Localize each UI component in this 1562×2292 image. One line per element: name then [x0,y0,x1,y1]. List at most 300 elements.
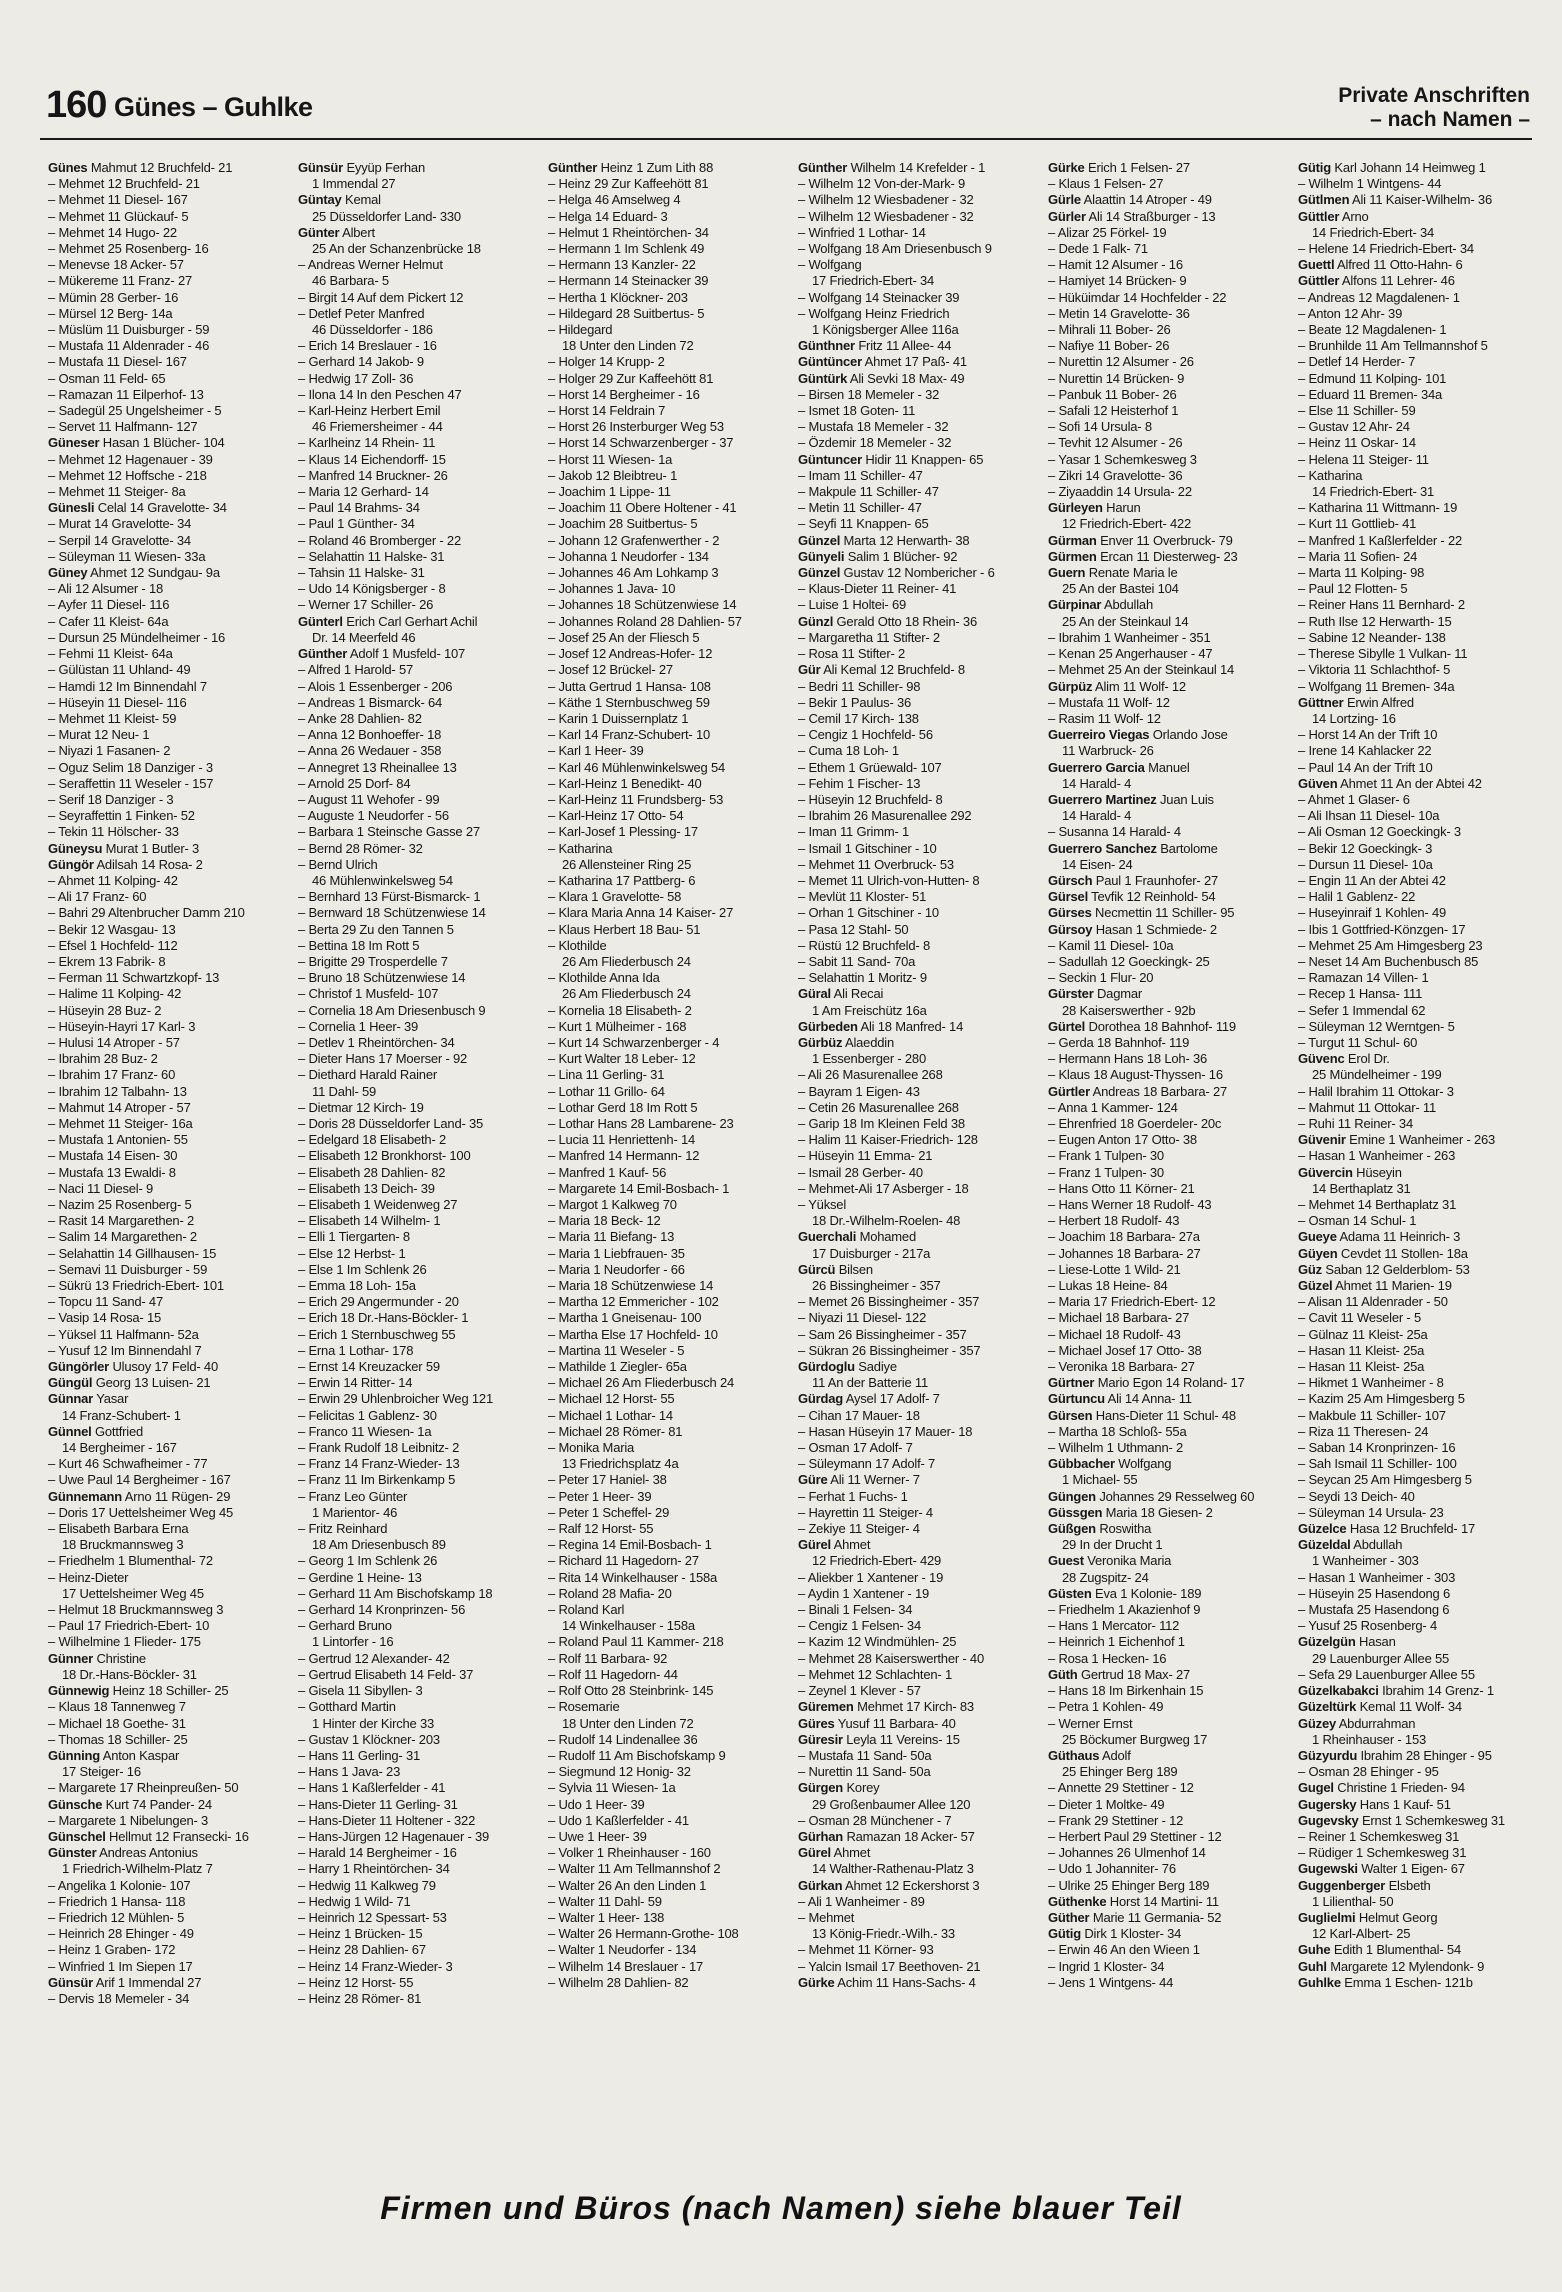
directory-entry: – Cihan 17 Mauer- 18 [798,1407,920,1423]
directory-entry: – Alizar 25 Förkel- 19 [1048,224,1167,240]
directory-entry [1298,160,1538,176]
directory-entry [1048,1084,1288,1100]
directory-entry: – Angelika 1 Kolonie- 107 [48,1877,191,1893]
directory-entry [1048,679,1288,695]
directory-entry: – Maria 11 Sofien- 24 [1298,548,1418,564]
directory-entry: – Mehmet 25 Am Himgesberg 23 [1298,937,1483,953]
directory-entry: – Nurettin 12 Alsumer - 26 [1048,354,1194,370]
directory-entry: – Paul 14 An der Trift 10 [1298,759,1433,775]
directory-entry: – Lothar Gerd 18 Im Rott 5 [548,1099,698,1115]
directory-entry: – Klaus 18 August-Thyssen- 16 [1048,1067,1223,1083]
entry-details: Hasan 1 Blücher- 104 [99,435,225,451]
directory-entry: – Ruth Ilse 12 Herwarth- 15 [1298,613,1452,629]
directory-entry: – Monika Maria [548,1440,635,1456]
directory-entry [548,160,788,176]
directory-entry: – Roland 46 Bromberger - 22 [298,532,461,548]
entry-details: Yusuf 11 Barbara- 40 [834,1715,956,1731]
entry-details: Ahmet [830,1845,871,1861]
directory-entry: – Regina 14 Emil-Bosbach- 1 [548,1537,712,1553]
directory-entry: – Mehmet 25 An der Steinkaul 14 [1048,662,1235,678]
entry-details: Erwin Alfred [1343,694,1414,710]
directory-entry [1048,1667,1288,1683]
directory-entry: – Winfried 1 Im Siepen 17 [48,1958,193,1974]
entry-details: Gustav 12 Nombericher - 6 [840,565,995,581]
surname: Günesli [48,500,95,516]
directory-entry [1048,1910,1288,1926]
directory-entry [1048,889,1288,905]
entry-details: Helmut Georg [1355,1909,1438,1925]
directory-entry [798,986,1038,1002]
directory-entry: – Alfred 1 Harold- 57 [298,662,414,678]
directory-entry: – Maria 18 Schützenwiese 14 [548,1278,714,1294]
surname: Güttler [1298,273,1340,289]
directory-entry: – Gustav 1 Klöckner- 203 [298,1731,440,1747]
directory-entry [1048,209,1288,225]
directory-entry: – Ali 17 Franz- 60 [48,889,147,905]
directory-entry: – Bekir 1 Paulus- 36 [798,694,912,710]
directory-entry: – Ismet 18 Goten- 11 [798,403,916,419]
section-title [1338,84,1530,132]
directory-entry [48,1683,288,1699]
directory-entry [798,338,1038,354]
directory-entry: – Birsen 18 Memeler - 32 [798,386,940,402]
entry-details: Andreas 18 Barbara- 27 [1089,1083,1228,1099]
directory-entry [1298,1959,1538,1975]
entry-details: Kemal [341,192,381,208]
directory-entry: – Garip 18 Im Kleinen Feld 38 [798,1115,965,1131]
directory-entry: – Klaus-Dieter 11 Reiner- 41 [798,581,957,597]
directory-entry [298,646,538,662]
directory-entry: – Sofi 14 Ursula- 8 [1048,419,1152,435]
directory-entry: – Hedwig 11 Kalkweg 79 [298,1877,436,1893]
directory-entry: – Karlheinz 14 Rhein- 11 [298,435,436,451]
entry-details: Roswitha [1095,1521,1152,1537]
directory-entry: – Servet 11 Halfmann- 127 [48,419,198,435]
surname: Güzelgün [1298,1634,1356,1650]
directory-entry: – Ramazan 11 Eilperhof- 13 [48,386,204,402]
entry-details: Wolfgang [1114,1456,1172,1472]
entry-details: Hasa 12 Bruchfeld- 17 [1346,1521,1476,1537]
surname: Guglielmi [1298,1909,1356,1925]
directory-entry [48,1375,288,1391]
entry-details: Gertrud 18 Max- 27 [1077,1666,1191,1682]
directory-entry: – Franco 11 Wiesen- 1a [298,1423,432,1439]
directory-entry: 25 An der Schanzenbrücke 18 [312,241,481,257]
directory-entry: – Bruno 18 Schützenwiese 14 [298,970,466,986]
directory-entry: – Liese-Lotte 1 Wild- 21 [1048,1261,1181,1277]
directory-entry: – Mehmet [798,1909,855,1925]
directory-entry: – Heinz 29 Zur Kaffeehött 81 [548,176,709,192]
directory-entry: – Ethem 1 Grüewald- 107 [798,759,942,775]
directory-entry: – Ekrem 13 Fabrik- 8 [48,953,166,969]
directory-entry: – Helga 46 Amselweg 4 [548,192,681,208]
directory-entry: – Horst 11 Wiesen- 1a [548,451,673,467]
directory-entry: – Wilhelm 14 Breslauer - 17 [548,1958,703,1974]
directory-entry [798,1845,1038,1861]
directory-entry: 1 Wanheimer - 303 [1312,1553,1419,1569]
directory-entry: – Franz Leo Günter [298,1488,408,1504]
surname: Güntay [298,192,342,208]
directory-entry: – Klara Maria Anna 14 Kaiser- 27 [548,905,734,921]
directory-entry [1048,533,1288,549]
surname: Günther [548,160,598,175]
directory-entry: 1 Königsberger Allee 116a [812,322,959,338]
directory-entry: – Seyraffettin 1 Finken- 52 [48,808,195,824]
directory-entry [798,662,1038,678]
directory-entry: – Elisabeth Barbara Erna [48,1521,189,1537]
directory-entry: – Walter 26 Hermann-Grothe- 108 [548,1926,739,1942]
directory-entry: – Binali 1 Felsen- 34 [798,1602,913,1618]
directory-entry [48,160,288,176]
directory-entry [48,1651,288,1667]
directory-entry: – Martha 18 Schloß- 55a [1048,1423,1187,1439]
directory-entry: – Hasan Hüseyin 17 Mauer- 18 [798,1423,973,1439]
directory-entry: – Georg 1 Im Schlenk 26 [298,1553,438,1569]
directory-entry: – Yüksel [798,1197,847,1212]
directory-entry: – Dietmar 12 Kirch- 19 [298,1099,424,1115]
directory-entry: – Hans Werner 18 Rudolf- 43 [1048,1197,1212,1212]
directory-entry: – Hermann 14 Steinacker 39 [548,273,709,289]
directory-entry: – Efsel 1 Hochfeld- 112 [48,937,178,953]
directory-entry [48,435,288,451]
directory-entry: – Hasan 11 Kleist- 25a [1298,1359,1425,1375]
entry-details: Ahmet 11 Marien- 19 [1332,1278,1452,1294]
entry-details: Ramazan 18 Acker- 57 [843,1828,975,1844]
directory-entry: – Hans 11 Gerling- 31 [298,1747,421,1763]
entry-details: Arno [1339,208,1369,224]
entry-details: Ernst 1 Schemkesweg 31 [1358,1812,1505,1828]
directory-entry: – Serpil 14 Gravelotte- 34 [48,532,191,548]
entry-details: Salim 1 Blücher- 92 [844,548,958,564]
directory-entry: – Mustafa 11 Wolf- 12 [1048,694,1170,710]
directory-entry [798,160,1038,176]
entry-details: Adolf [1099,1747,1131,1763]
directory-entry: – Süleyman 11 Wiesen- 33a [48,548,206,564]
directory-entry: – Katharina 17 Pattberg- 6 [548,872,696,888]
directory-entry: – Udo 1 Heer- 39 [548,1796,645,1812]
directory-entry: – Anton 12 Ahr- 39 [1298,305,1403,321]
directory-entry: – Hertha 1 Klöckner- 203 [548,289,688,305]
directory-entry: – Hamiyet 14 Brücken- 9 [1048,273,1187,289]
entry-details: Hasan [1355,1634,1396,1650]
directory-entry: – Cengiz 1 Felsen- 34 [798,1618,921,1634]
directory-entry: 12 Friedrich-Ebert- 422 [1062,516,1192,532]
entry-details: Walter 1 Eigen- 67 [1357,1861,1465,1877]
directory-entry: – Irene 14 Kahlacker 22 [1298,743,1432,759]
directory-entry: – Rasit 14 Margarethen- 2 [48,1213,195,1229]
directory-entry [48,1829,288,1845]
directory-entry: – Mehmet 12 Schlachten- 1 [798,1666,952,1682]
directory-entry: – Hüküimdar 14 Hochfelder - 22 [1048,289,1227,305]
directory-entry: 17 Friedrich-Ebert- 34 [812,273,935,289]
directory-entry: – Cemil 17 Kirch- 138 [798,710,919,726]
surname: Guerrero Sanchez [1048,840,1157,856]
entry-details: Christine 1 Frieden- 94 [1333,1780,1465,1796]
directory-entry: – Käthe 1 Sternbuschweg 59 [548,694,710,710]
surname: Gütig [1298,160,1331,175]
directory-entry: – Gerdine 1 Heine- 13 [298,1569,422,1585]
directory-entry [1048,760,1288,776]
directory-entry: – Joachim 18 Barbara- 27a [1048,1229,1200,1245]
entry-details: Ahmet 17 Paß- 41 [861,354,967,370]
directory-entry: – Osman 14 Schul- 1 [1298,1213,1417,1229]
directory-entry [1048,1375,1288,1391]
directory-entry: – Paul 1 Günther- 34 [298,516,415,532]
directory-entry: – Auguste 1 Neudorfer - 56 [298,808,449,824]
directory-entry: – Karl-Josef 1 Plessing- 17 [548,824,698,840]
surname: Gugel [1298,1780,1334,1796]
directory-entry: – Riza 11 Theresen- 24 [1298,1423,1429,1439]
directory-entry: – Rüdiger 1 Schemkesweg 31 [1298,1845,1467,1861]
section-title-line2: – nach Namen – [1370,108,1530,131]
surname: Guerreiro Viegas [1048,727,1150,743]
directory-entry: – Bekir 12 Goeckingk- 3 [1298,840,1433,856]
directory-entry: – Helga 14 Eduard- 3 [548,208,668,224]
directory-entry: – Holger 14 Krupp- 2 [548,354,665,370]
directory-entry [1048,1926,1288,1942]
directory-entry: – Kazim 12 Windmühlen- 25 [798,1634,957,1650]
directory-entry: – Mümin 28 Gerber- 16 [48,289,179,305]
directory-entry [1048,873,1288,889]
directory-entry: – Memet 11 Ulrich-von-Hutten- 8 [798,872,980,888]
directory-entry: – Diethard Harald Rainer [298,1067,437,1083]
directory-entry: – Martha 1 Gneisenau- 100 [548,1310,702,1326]
directory-entry: – Martha Else 17 Hochfeld- 10 [548,1326,718,1342]
surname: Güzel [1298,1278,1333,1294]
directory-entry [1298,1262,1538,1278]
directory-entry: – Safali 12 Heisterhof 1 [1048,403,1179,419]
directory-entry: 25 Mündelheimer - 199 [1312,1067,1442,1083]
directory-entry: – Maria 11 Biefang- 13 [548,1229,675,1245]
directory-entry: – Ernst 14 Kreuzacker 59 [298,1359,440,1375]
directory-entry: 11 Dahl- 59 [312,1083,377,1099]
directory-entry: – Ibis 1 Gottfried-Könzgen- 17 [1298,921,1466,937]
entry-details: Dagmar [1093,986,1143,1002]
directory-entry: – Mehmet 12 Hoffsche - 218 [48,467,207,483]
surname: Gürpinar [1048,597,1102,613]
directory-column-3 [548,160,788,2140]
directory-entry [48,1845,288,1861]
directory-entry [1298,1699,1538,1715]
surname: Güven [1298,775,1338,791]
page-title: Günes – Guhlke [114,92,313,122]
directory-entry: – Menevse 18 Acker- 57 [48,257,184,273]
surname: Guerchali [798,1229,857,1245]
surname: Güther [1048,1909,1090,1925]
entry-details: Hüseyin [1352,1164,1402,1180]
directory-entry: – Mustafa 25 Hasendong 6 [1298,1602,1450,1618]
directory-entry: – Bekir 12 Wasgau- 13 [48,921,176,937]
directory-entry [1298,1278,1538,1294]
directory-entry: – Katharina [548,840,613,856]
directory-entry: – Else 11 Schiller- 59 [1298,403,1416,419]
directory-entry: 1 Friedrich-Wilhelm-Platz 7 [62,1861,213,1877]
surname: Gürdoglu [798,1359,855,1375]
directory-entry: – Serif 18 Danziger - 3 [48,791,174,807]
directory-entry: – Süleymann 17 Adolf- 7 [798,1456,936,1472]
directory-entry [798,1019,1038,1035]
directory-entry: – Anke 28 Dahlien- 82 [298,710,422,726]
directory-columns [48,160,1538,2140]
directory-entry: – Luise 1 Holtei- 69 [798,597,907,613]
directory-entry: 14 Friedrich-Ebert- 34 [1312,224,1435,240]
directory-entry [48,1424,288,1440]
entry-details: Kemal 11 Wolf- 34 [1356,1699,1462,1715]
directory-entry [1048,905,1288,921]
directory-entry: – Edmund 11 Kolping- 101 [1298,370,1447,386]
directory-entry: – Ibrahim 12 Talbahn- 13 [48,1083,187,1099]
directory-entry: – Erich 29 Angermunder - 20 [298,1294,459,1310]
directory-entry: – Wilhelmine 1 Flieder- 175 [48,1634,201,1650]
directory-entry: – Franz 14 Franz-Wieder- 13 [298,1456,460,1472]
directory-entry: – Gerhard 14 Kronprinzen- 56 [298,1602,466,1618]
directory-entry: – Erwin 14 Ritter- 14 [298,1375,413,1391]
directory-entry: – Mustafa 1 Antonien- 55 [48,1132,188,1148]
directory-entry: – Helmut 18 Bruckmannsweg 3 [48,1602,224,1618]
directory-entry: – Sefa 29 Lauenburger Allee 55 [1298,1666,1475,1682]
entry-details: Edith 1 Blumenthal- 54 [1330,1942,1461,1958]
directory-entry [1048,1456,1288,1472]
directory-entry: – Elli 1 Tiergarten- 8 [298,1229,410,1245]
directory-entry: 25 Böckumer Burgweg 17 [1062,1731,1208,1747]
directory-entry [798,371,1038,387]
entry-details: Wilhelm 14 Krefelder - 1 [847,160,986,175]
directory-entry: – Johannes 18 Schützenwiese 14 [548,597,737,613]
directory-entry: – Ziyaaddin 14 Ursula- 22 [1048,484,1192,500]
directory-entry: – Else 1 Im Schlenk 26 [298,1261,427,1277]
directory-entry: – Therese Sibylle 1 Vulkan- 11 [1298,646,1468,662]
entry-details: Ali 11 Kaiser-Wilhelm- 36 [1349,192,1492,208]
directory-entry: – Detlef 14 Herder- 7 [1298,354,1416,370]
surname: Güres [798,1715,835,1731]
entry-details: Alim 11 Wolf- 12 [1092,678,1186,694]
directory-entry [1298,1246,1538,1262]
directory-entry: – Maria 1 Neudorfer - 66 [548,1261,685,1277]
surname: Gürke [1048,160,1085,175]
directory-entry: – Ahmet 1 Glaser- 6 [1298,791,1410,807]
directory-entry: – Seycan 25 Am Himgesberg 5 [1298,1472,1472,1488]
directory-entry: – Rasim 11 Wolf- 12 [1048,710,1161,726]
directory-entry: – Erich 18 Dr.-Hans-Böckler- 1 [298,1310,469,1326]
surname: Güz [1298,1261,1322,1277]
directory-entry: – Dede 1 Falk- 71 [1048,241,1148,257]
directory-entry: – Roland Karl [548,1602,625,1618]
directory-entry: – Johann 12 Grafenwerther - 2 [548,532,720,548]
surname: Gürtuncu [1048,1391,1105,1407]
directory-entry: – Sylvia 11 Wiesen- 1a [548,1780,676,1796]
directory-entry: – Mahmut 11 Ottokar- 11 [1298,1099,1436,1115]
directory-entry: – Heinz 14 Franz-Wieder- 3 [298,1958,453,1974]
entry-details: Dorothea 18 Bahnhof- 119 [1085,1018,1236,1034]
directory-entry: – Bernward 18 Schützenwiese 14 [298,905,486,921]
directory-entry [1048,1391,1288,1407]
surname: Güntürk [798,370,848,386]
footer-note: Firmen und Büros (nach Namen) siehe blauer Teil [380,2190,1182,2226]
directory-entry: – Selahattin 1 Moritz- 9 [798,970,927,986]
directory-entry: 46 Barbara- 5 [312,273,389,289]
directory-entry: 17 Steiger- 16 [62,1764,141,1780]
directory-entry: – Horst 14 Feldrain 7 [548,403,666,419]
directory-entry: – Ilona 14 In den Peschen 47 [298,386,462,402]
entry-details: Sadiye [854,1359,897,1375]
directory-entry: – Anna 1 Kammer- 124 [1048,1099,1178,1115]
directory-entry: – Makbule 11 Schiller- 107 [1298,1407,1446,1423]
directory-entry: – Roland 28 Mafia- 20 [548,1585,672,1601]
directory-entry: – Süleyman 12 Werntgen- 5 [1298,1018,1455,1034]
directory-entry: 1 Immendal 27 [312,176,396,192]
directory-entry [1048,1408,1288,1424]
surname: Güttler [1298,208,1340,224]
directory-entry: – Mehmet 25 Rosenberg- 16 [48,241,209,257]
directory-entry: – Murat 14 Gravelotte- 34 [48,516,192,532]
surname: Güremen [798,1699,854,1715]
directory-entry: – Süleyman 14 Ursula- 23 [1298,1504,1444,1520]
surname: Günschel [48,1828,106,1844]
directory-entry: 1 Lintorfer - 16 [312,1634,394,1650]
surname: Gürsch [1048,872,1093,888]
directory-entry: – Selahattin 14 Gillhausen- 15 [48,1245,217,1261]
entry-details: Manuel [1144,759,1190,775]
entry-details: Adolf 1 Musfeld- 107 [347,646,466,662]
directory-entry: 1 Hinter der Kirche 33 [312,1715,435,1731]
directory-entry: – Annegret 13 Rheinallee 13 [298,759,457,775]
directory-entry: – Alois 1 Essenberger - 206 [298,678,453,694]
directory-entry: – Iman 11 Grimm- 1 [798,824,910,840]
directory-entry [1048,1019,1288,1035]
entry-details: Dirk 1 Kloster- 34 [1080,1926,1182,1942]
entry-details: Harun [1102,500,1141,516]
directory-entry: – Dieter Hans 17 Moerser - 92 [298,1051,468,1067]
directory-entry: – Lucia 11 Henriettenh- 14 [548,1132,696,1148]
directory-entry: – Hayrettin 11 Steiger- 4 [798,1504,933,1520]
surname: Gürgen [798,1780,844,1796]
directory-entry: 14 Walther-Rathenau-Platz 3 [812,1861,974,1877]
directory-entry: – Gotthard Martin [298,1699,396,1715]
surname: Güngör [48,856,94,872]
directory-entry: – Tekin 11 Hölscher- 33 [48,824,179,840]
directory-entry: – Karl 1 Heer- 39 [548,743,644,759]
directory-entry: 26 Am Fliederbusch 24 [562,986,691,1002]
entry-details: Yasar [93,1391,129,1407]
directory-entry: – Rolf 11 Hagedorn- 44 [548,1666,678,1682]
directory-entry: – Ali 1 Wanheimer - 89 [798,1893,925,1909]
directory-entry: – Mustafa 13 Ewaldi- 8 [48,1164,176,1180]
directory-entry: – Niyazi 1 Fasanen- 2 [48,743,171,759]
directory-entry: – Cornelia 1 Heer- 39 [298,1018,419,1034]
entry-details: Horst 14 Martini- 11 [1106,1893,1219,1909]
directory-entry: 17 Uettelsheimer Weg 45 [62,1585,204,1601]
surname: Günterl [298,613,343,629]
directory-entry: – Andreas 1 Bismarck- 64 [298,694,443,710]
directory-entry: – Osman 11 Feld- 65 [48,370,166,386]
directory-entry: – Reiner 1 Schemkesweg 31 [1298,1828,1460,1844]
directory-entry: – Michael 18 Barbara- 27 [1048,1310,1190,1326]
surname: Günther [798,160,848,175]
directory-entry: – Yalcin Ismail 17 Beethoven- 21 [798,1958,981,1974]
directory-entry: – Sah Ismail 11 Schiller- 100 [1298,1456,1457,1472]
surname: Güvenir [1298,1132,1346,1148]
surname: Güzeltürk [1298,1699,1357,1715]
directory-entry: – Niyazi 11 Diesel- 122 [798,1310,927,1326]
directory-entry: 1 Lilienthal- 50 [1312,1893,1394,1909]
directory-entry: – Ismail 28 Gerber- 40 [798,1164,923,1180]
directory-entry: – Franz 11 Im Birkenkamp 5 [298,1472,456,1488]
directory-entry: – Herbert 18 Rudolf- 43 [1048,1213,1180,1229]
directory-entry: – Helene 14 Friedrich-Ebert- 34 [1298,241,1474,257]
directory-entry: – Maria 12 Gerhard- 14 [298,484,429,500]
directory-entry: – Marta 11 Kolping- 98 [1298,565,1425,581]
directory-entry: – Engin 11 An der Abtei 42 [1298,872,1446,888]
